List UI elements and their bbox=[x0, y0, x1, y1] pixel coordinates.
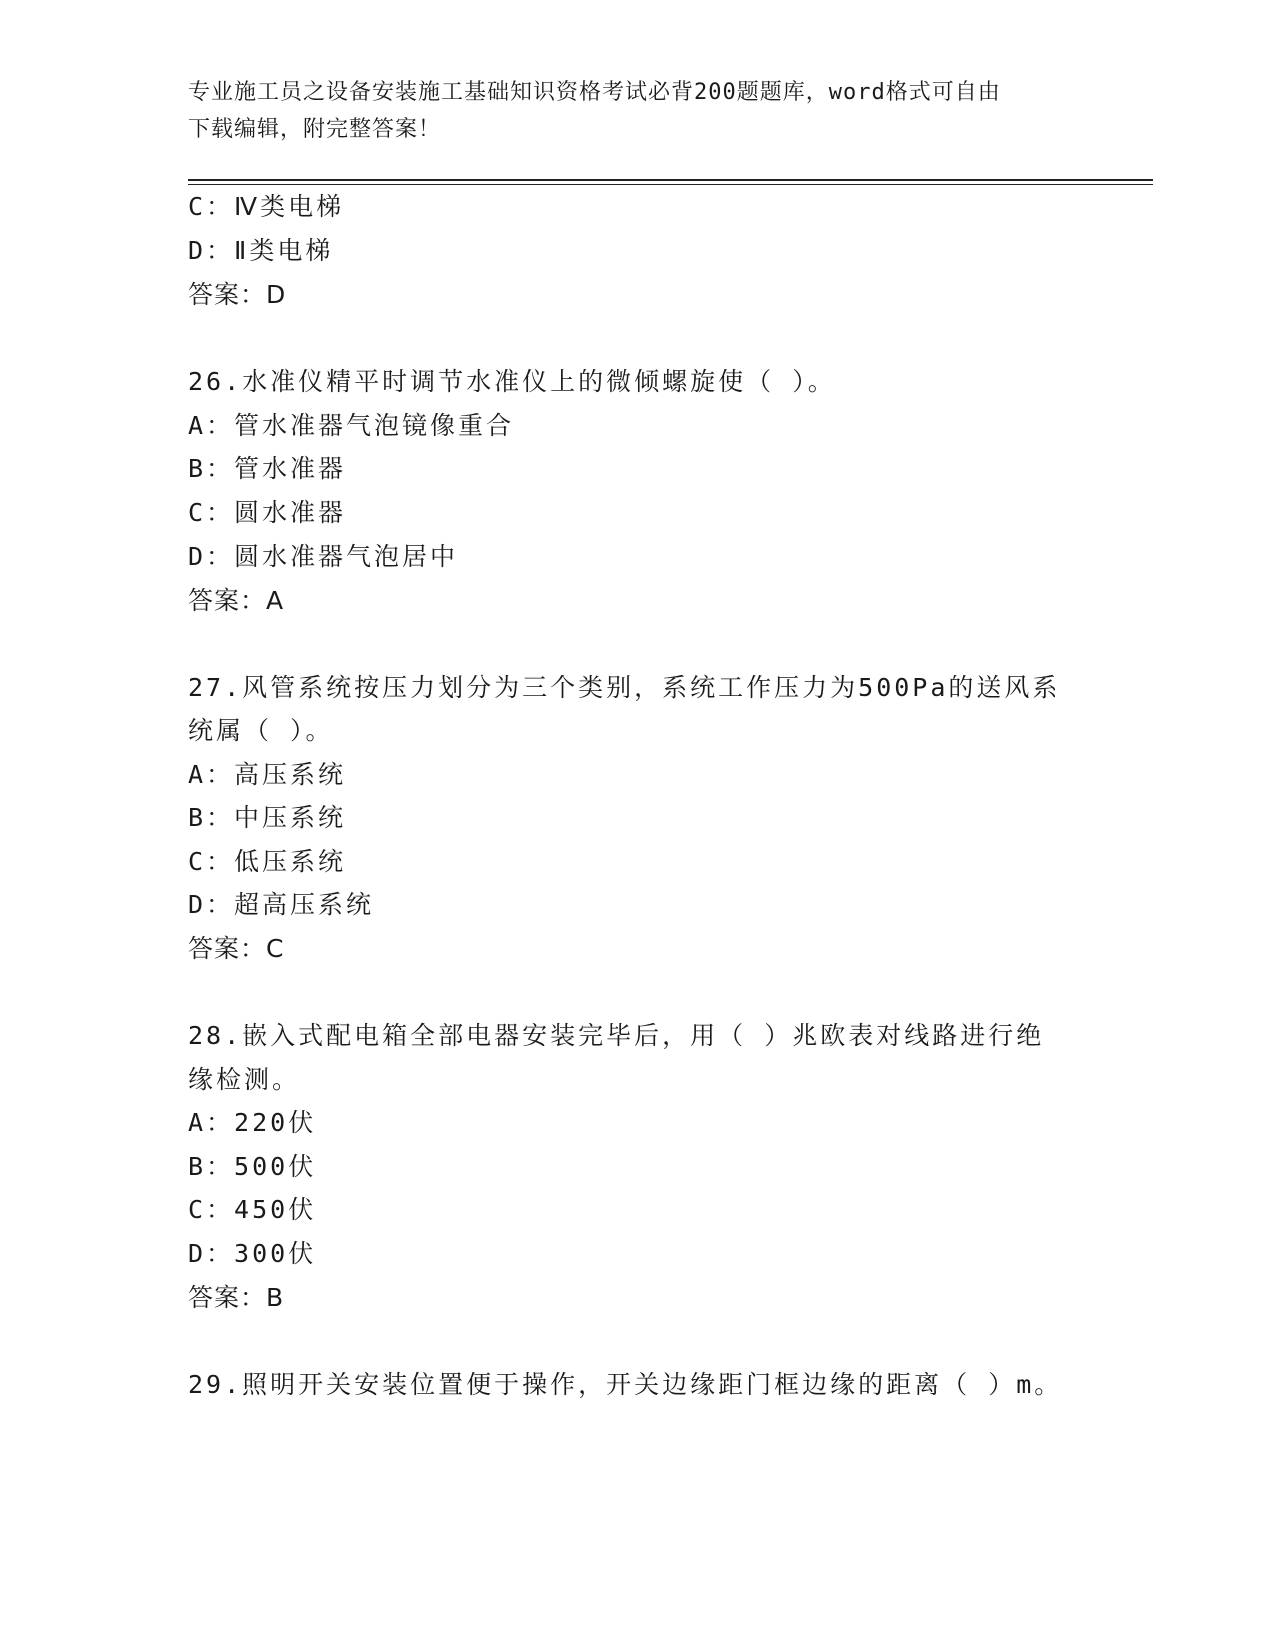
question-line: 27.风管系统按压力划分为三个类别，系统工作压力为500Pa的送风系 bbox=[188, 673, 1061, 702]
option-line: B：中压系统 bbox=[188, 803, 347, 832]
question-line: 28.嵌入式配电箱全部电器安装完毕后，用（ ）兆欧表对线路进行绝 bbox=[188, 1021, 1045, 1050]
option-line: A：高压系统 bbox=[188, 760, 347, 789]
question-line: 26.水准仪精平时调节水准仪上的微倾螺旋使（ ）。 bbox=[188, 367, 836, 396]
document-header bbox=[188, 74, 1088, 148]
option-line: C：450伏 bbox=[188, 1195, 317, 1224]
option-line: D：Ⅱ类电梯 bbox=[188, 236, 334, 265]
option-line: C：低压系统 bbox=[188, 847, 347, 876]
header-rule-thick bbox=[188, 179, 1153, 181]
header-line-2: 下载编辑，附完整答案！ bbox=[188, 117, 442, 142]
option-line: C：Ⅳ类电梯 bbox=[188, 192, 345, 221]
option-line: D：超高压系统 bbox=[188, 890, 375, 919]
option-line: A：220伏 bbox=[188, 1108, 317, 1137]
option-line: D：圆水准器气泡居中 bbox=[188, 542, 459, 571]
answer-line: 答案：B bbox=[188, 1283, 285, 1312]
question-line: 缘检测。 bbox=[188, 1065, 301, 1094]
answer-line: 答案：A bbox=[188, 586, 285, 615]
header-rule-thin bbox=[188, 184, 1153, 185]
option-line: A：管水准器气泡镜像重合 bbox=[188, 411, 515, 440]
question-line: 统属（ ）。 bbox=[188, 716, 334, 745]
answer-line: 答案：C bbox=[188, 934, 285, 963]
option-line: B：500伏 bbox=[188, 1152, 317, 1181]
option-line: C：圆水准器 bbox=[188, 498, 347, 527]
option-line: D：300伏 bbox=[188, 1239, 317, 1268]
header-line-1: 专业施工员之设备安装施工基础知识资格考试必背200题题库，word格式可自由 bbox=[188, 80, 1001, 105]
answer-line: 答案：D bbox=[188, 280, 287, 309]
option-line: B：管水准器 bbox=[188, 454, 347, 483]
question-line: 29.照明开关安装位置便于操作，开关边缘距门框边缘的距离（ ）m。 bbox=[188, 1370, 1063, 1399]
